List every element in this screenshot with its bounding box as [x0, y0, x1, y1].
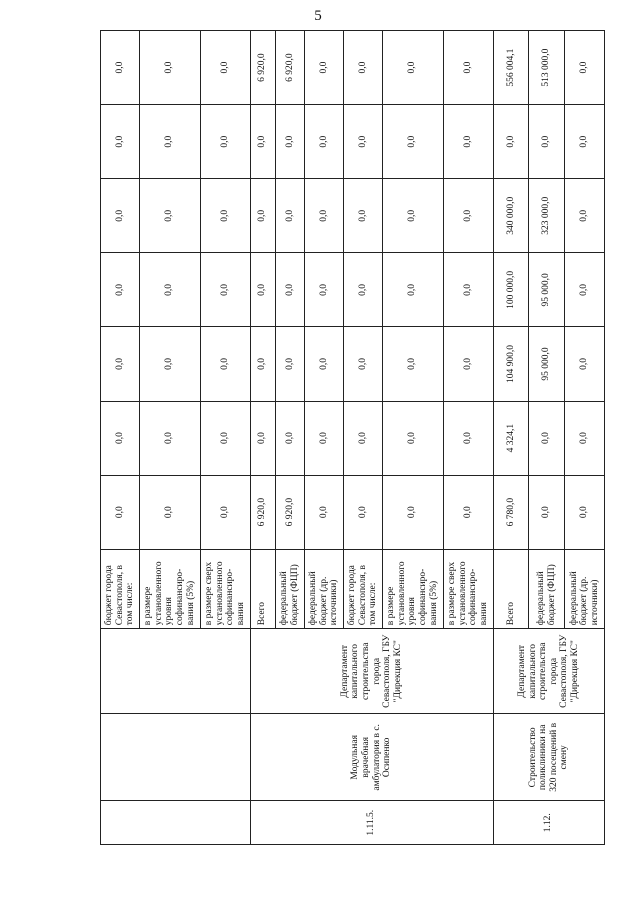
funding-source: федеральный бюджет (др. источники)	[565, 549, 605, 629]
value-cell: 0,0	[305, 253, 344, 327]
value-cell: 0,0	[443, 253, 493, 327]
value-cell: 0,0	[139, 327, 200, 401]
value-cell: 0,0	[139, 105, 200, 179]
value-cell: 0,0	[200, 401, 250, 475]
value-cell: 0,0	[443, 179, 493, 253]
value-cell: 0,0	[275, 327, 304, 401]
value-cell: 0,0	[343, 401, 382, 475]
funding-source: федеральный бюджет (др. источники)	[305, 549, 344, 629]
value-cell: 0,0	[529, 105, 565, 179]
value-cell: 100 000,0	[493, 253, 529, 327]
value-cell: 0,0	[382, 475, 443, 549]
value-cell: 6 780,0	[493, 475, 529, 549]
value-cell: 0,0	[305, 105, 344, 179]
value-cell: 0,0	[382, 253, 443, 327]
value-cell: 0,0	[565, 253, 605, 327]
rotated-table-container	[100, 30, 605, 845]
value-cell: 0,0	[250, 179, 275, 253]
funding-source: федеральный бюджет (ФЦП)	[275, 549, 304, 629]
value-cell: 0,0	[305, 31, 344, 105]
value-cell: 0,0	[443, 105, 493, 179]
value-cell: 0,0	[275, 179, 304, 253]
value-cell: 0,0	[139, 475, 200, 549]
value-cell: 0,0	[250, 105, 275, 179]
value-cell: 0,0	[275, 105, 304, 179]
value-cell: 0,0	[493, 105, 529, 179]
item-index: 1.11.5.	[250, 801, 493, 845]
value-cell: 0,0	[443, 475, 493, 549]
value-cell: 0,0	[305, 475, 344, 549]
value-cell: 0,0	[275, 401, 304, 475]
value-cell: 0,0	[250, 253, 275, 327]
value-cell: 0,0	[382, 105, 443, 179]
funding-source: федеральный бюджет (ФЦП)	[529, 549, 565, 629]
funding-source: Всего	[493, 549, 529, 629]
value-cell: 0,0	[200, 31, 250, 105]
value-cell: 0,0	[305, 179, 344, 253]
value-cell: 0,0	[275, 253, 304, 327]
value-cell: 0,0	[101, 105, 140, 179]
table-row	[250, 31, 275, 845]
funding-source: в размере сверх установленного софинансиро-вания	[443, 549, 493, 629]
value-cell: 0,0	[139, 31, 200, 105]
value-cell: 0,0	[139, 253, 200, 327]
value-cell: 0,0	[382, 327, 443, 401]
value-cell: 0,0	[101, 401, 140, 475]
item-name: Строительство поликлиники на 320 посещений в смену	[493, 714, 604, 801]
budget-table	[100, 30, 605, 845]
value-cell: 0,0	[565, 475, 605, 549]
value-cell: 0,0	[343, 475, 382, 549]
funding-source: бюджет города Севастополя, в том числе:	[343, 549, 382, 629]
value-cell: 0,0	[200, 327, 250, 401]
value-cell: 95 000,0	[529, 253, 565, 327]
value-cell: 0,0	[101, 327, 140, 401]
item-executor	[101, 629, 251, 714]
value-cell: 0,0	[382, 31, 443, 105]
value-cell: 0,0	[139, 179, 200, 253]
value-cell: 0,0	[382, 179, 443, 253]
value-cell: 340 000,0	[493, 179, 529, 253]
table-viewport	[100, 30, 605, 845]
value-cell: 104 900,0	[493, 327, 529, 401]
value-cell: 0,0	[443, 327, 493, 401]
value-cell: 0,0	[565, 327, 605, 401]
table-row	[493, 31, 529, 845]
value-cell: 0,0	[200, 105, 250, 179]
value-cell: 0,0	[343, 105, 382, 179]
value-cell: 0,0	[250, 327, 275, 401]
funding-source: в размере установленного уровня софинансиро-вания (5%)	[382, 549, 443, 629]
funding-source: в размере сверх установленного софинансиро-вания	[200, 549, 250, 629]
value-cell: 6 920,0	[275, 475, 304, 549]
item-executor: Департамент капитального строительства города Севастополя, ГБУ "Дирекция КС"	[493, 629, 604, 714]
value-cell: 0,0	[443, 401, 493, 475]
value-cell: 0,0	[443, 31, 493, 105]
value-cell: 0,0	[250, 401, 275, 475]
table-row	[101, 31, 140, 845]
item-executor: Департамент капитального строительства города Севастополя, ГБУ "Дирекция КС"	[250, 629, 493, 714]
value-cell: 6 920,0	[250, 31, 275, 105]
value-cell: 0,0	[565, 31, 605, 105]
page-number: 5	[314, 8, 322, 24]
item-index: 1.12.	[493, 801, 604, 845]
value-cell: 0,0	[101, 475, 140, 549]
item-index	[101, 801, 251, 845]
funding-source: бюджет города Севастополя, в том числе:	[101, 549, 140, 629]
value-cell: 0,0	[200, 253, 250, 327]
value-cell: 6 920,0	[250, 475, 275, 549]
item-name	[101, 714, 251, 801]
value-cell: 0,0	[565, 105, 605, 179]
value-cell: 0,0	[305, 401, 344, 475]
value-cell: 6 920,0	[275, 31, 304, 105]
value-cell: 0,0	[529, 475, 565, 549]
value-cell: 0,0	[343, 253, 382, 327]
value-cell: 0,0	[343, 327, 382, 401]
value-cell: 513 000,0	[529, 31, 565, 105]
value-cell: 95 000,0	[529, 327, 565, 401]
value-cell: 4 324,1	[493, 401, 529, 475]
value-cell: 323 000,0	[529, 179, 565, 253]
value-cell: 0,0	[101, 253, 140, 327]
value-cell: 0,0	[200, 179, 250, 253]
value-cell: 0,0	[101, 179, 140, 253]
value-cell: 0,0	[529, 401, 565, 475]
item-name: Модульная врачебная амбулатория в с. Осипенко	[250, 714, 493, 801]
value-cell: 0,0	[343, 179, 382, 253]
value-cell: 0,0	[305, 327, 344, 401]
value-cell: 0,0	[382, 401, 443, 475]
value-cell: 556 004,1	[493, 31, 529, 105]
value-cell: 0,0	[101, 31, 140, 105]
funding-source: Всего	[250, 549, 275, 629]
funding-source: в размере установленного уровня софинансиро-вания (5%)	[139, 549, 200, 629]
value-cell: 0,0	[200, 475, 250, 549]
value-cell: 0,0	[343, 31, 382, 105]
value-cell: 0,0	[565, 401, 605, 475]
value-cell: 0,0	[139, 401, 200, 475]
value-cell: 0,0	[565, 179, 605, 253]
